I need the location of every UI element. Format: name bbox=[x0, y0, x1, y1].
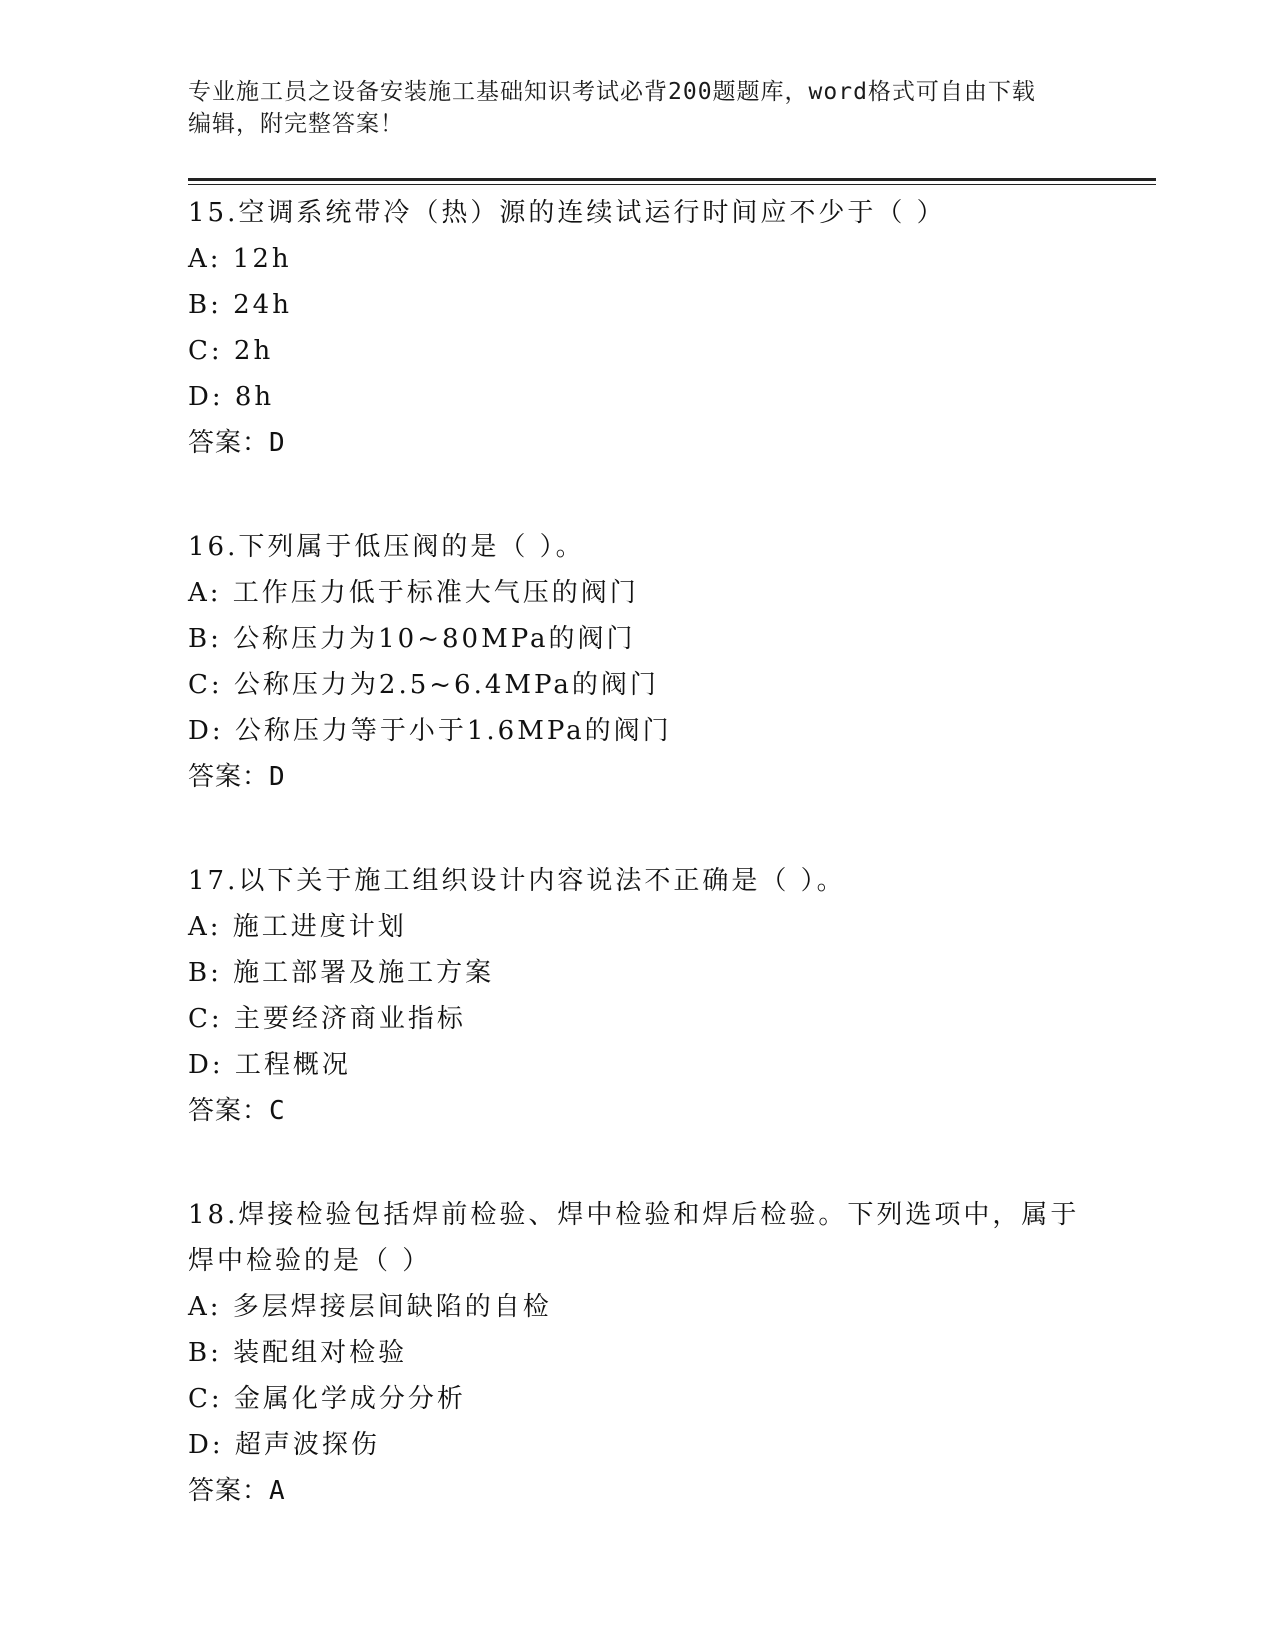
header-line-2: 编辑，附完整答案！ bbox=[188, 111, 404, 137]
option-c: C: 2h bbox=[188, 336, 274, 366]
option-b: B: 24h bbox=[188, 290, 292, 320]
question-stem: 18.焊接检验包括焊前检验、焊中检验和焊后检验。下列选项中，属于焊中检验的是（ ） bbox=[188, 1200, 1080, 1276]
answer: 答案：A bbox=[188, 1476, 286, 1506]
option-a: A: 施工进度计划 bbox=[188, 912, 407, 942]
option-d: D: 超声波探伤 bbox=[188, 1430, 380, 1460]
option-c: C: 主要经济商业指标 bbox=[188, 1004, 466, 1034]
option-b: B: 装配组对检验 bbox=[188, 1338, 408, 1368]
option-c: C: 金属化学成分分析 bbox=[188, 1384, 466, 1414]
option-d: D: 公称压力等于小于1.6MPa的阀门 bbox=[188, 716, 672, 746]
option-b: B: 施工部署及施工方案 bbox=[188, 958, 495, 988]
header-line-1: 专业施工员之设备安装施工基础知识考试必背200题题库，word格式可自由下载 bbox=[188, 79, 1036, 105]
option-a: A: 多层焊接层间缺陷的自检 bbox=[188, 1292, 552, 1322]
option-d: D: 8h bbox=[188, 382, 275, 412]
header-divider-thin bbox=[188, 184, 1156, 185]
question-stem: 17.以下关于施工组织设计内容说法不正确是（ ）。 bbox=[188, 866, 846, 896]
option-c: C: 公称压力为2.5~6.4MPa的阀门 bbox=[188, 670, 659, 700]
answer: 答案：C bbox=[188, 1096, 286, 1126]
question-item bbox=[188, 858, 1108, 1134]
option-d: D: 工程概况 bbox=[188, 1050, 351, 1080]
option-a: A: 工作压力低于标准大气压的阀门 bbox=[188, 578, 639, 608]
answer: 答案：D bbox=[188, 762, 286, 792]
option-b: B: 公称压力为10~80MPa的阀门 bbox=[188, 624, 636, 654]
header-divider-thick bbox=[188, 178, 1156, 181]
option-a: A: 12h bbox=[188, 244, 292, 274]
question-item bbox=[188, 1192, 1108, 1514]
answer: 答案：D bbox=[188, 428, 286, 458]
question-stem: 16.下列属于低压阀的是（ ）。 bbox=[188, 532, 585, 562]
question-list bbox=[188, 190, 1108, 1572]
question-item bbox=[188, 524, 1108, 800]
question-stem: 15.空调系统带冷（热）源的连续试运行时间应不少于（ ） bbox=[188, 198, 946, 228]
question-item bbox=[188, 190, 1108, 466]
document-header bbox=[188, 76, 1088, 140]
